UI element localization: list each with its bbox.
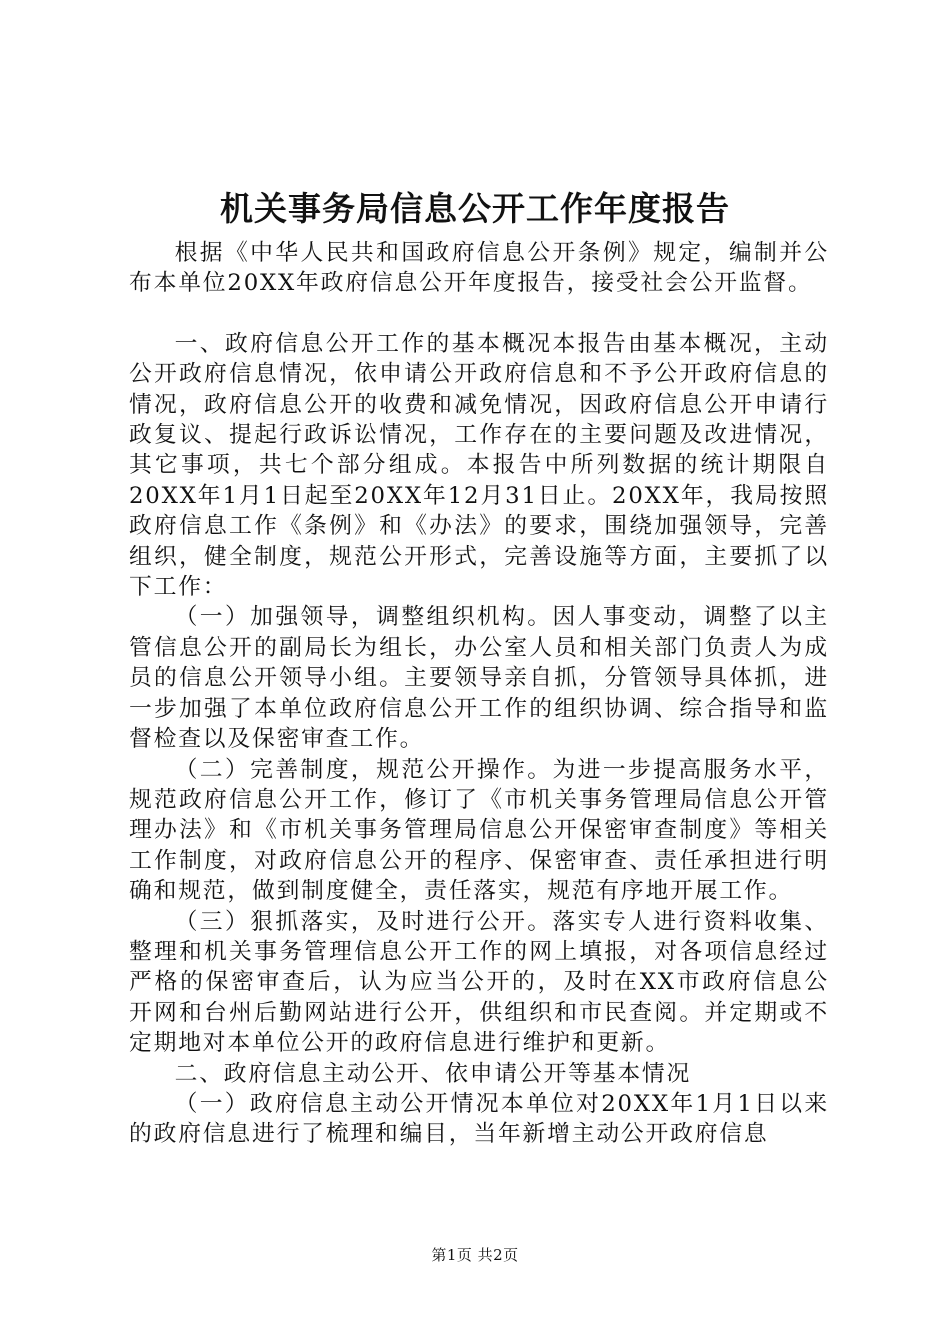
subsection-two-paragraph: （二）完善制度，规范公开操作。为进一步提高服务水平，规范政府信息公开工作，修订了《市机关事务管理局信息公开管理办法》和《市机关事务管理局信息公开保密审查制度》等相关工作制度，对政府信息公开的程序、保密审查、责任承担进行明确和规范，做到制度健全，责任落实，规范有序地开展工作。: [129, 756, 829, 905]
document-title: 机关事务局信息公开工作年度报告: [220, 189, 730, 228]
subsection-three-paragraph: （三）狠抓落实，及时进行公开。落实专人进行资料收集、整理和机关事务管理信息公开工作的网上填报，对各项信息经过严格的保密审查后，认为应当公开的，及时在XX市政府信息公开网和台州后勤网站进行公开，供组织和市民查阅。并定期或不定期地对本单位公开的政府信息进行维护和更新。: [129, 908, 829, 1057]
section-one-paragraph: 一、政府信息公开工作的基本概况本报告由基本概况，主动公开政府信息情况，依申请公开政府信息和不予公开政府信息的情况，政府信息公开的收费和减免情况，因政府信息公开申请行政复议、提起行政诉讼情况，工作存在的主要问题及改进情况，其它事项，共七个部分组成。本报告中所列数据的统计期限自20XX年1月1日起至20XX年12月31日止。20XX年，我局按照政府信息工作《条例》和《办法》的要求，围绕加强领导，完善组织，健全制度，规范公开形式，完善设施等方面，主要抓了以下工作：: [129, 330, 829, 601]
section-two-heading: 二、政府信息主动公开、依申请公开等基本情况: [174, 1060, 692, 1087]
intro-paragraph: 根据《中华人民共和国政府信息公开条例》规定，编制并公布本单位20XX年政府信息公开年度报告，接受社会公开监督。: [129, 240, 829, 297]
subsection-one-paragraph: （一）加强领导，调整组织机构。因人事变动，调整了以主管信息公开的副局长为组长，办公室人员和相关部门负责人为成员的信息公开领导小组。主要领导亲自抓，分管领导具体抓，进一步加强了本单位政府信息公开工作的组织协调、综合指导和监督检查以及保密审查工作。: [129, 604, 829, 753]
document-body: [129, 238, 829, 1150]
section-two-subsection-one-paragraph: （一）政府信息主动公开情况本单位对20XX年1月1日以来的政府信息进行了梳理和编目，当年新增主动公开政府信息: [129, 1090, 829, 1148]
page-number-footer: 第1页 共2页: [431, 1246, 519, 1264]
